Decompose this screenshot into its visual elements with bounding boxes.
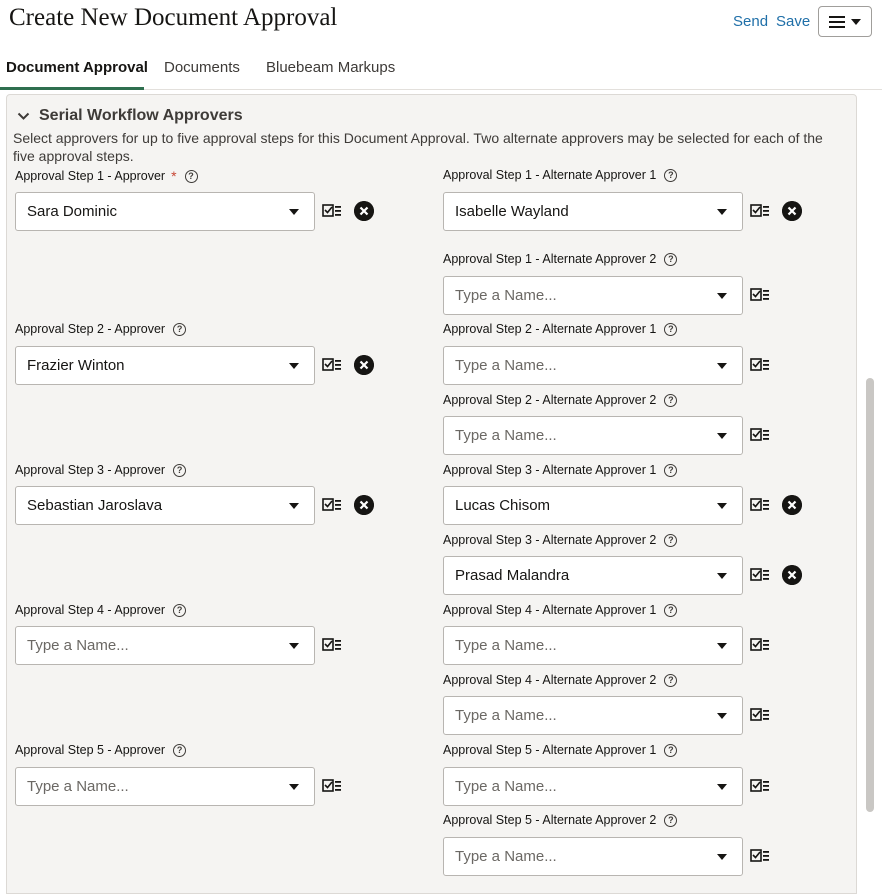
help-icon[interactable]: ? xyxy=(664,323,677,336)
combobox-value: Sara Dominic xyxy=(27,203,118,220)
checklist-icon[interactable] xyxy=(322,357,342,373)
step2-alt2-combobox[interactable] xyxy=(443,416,743,455)
field-label xyxy=(443,168,677,182)
vertical-scrollbar[interactable] xyxy=(866,378,874,812)
checklist-icon[interactable] xyxy=(750,357,770,373)
header-actions xyxy=(733,13,810,30)
step5-approver-combobox[interactable] xyxy=(15,767,315,806)
field-label xyxy=(15,463,186,477)
field-label-text: Approval Step 5 - Alternate Approver 1 xyxy=(443,743,657,757)
help-icon[interactable]: ? xyxy=(664,534,677,547)
checklist-icon[interactable] xyxy=(750,287,770,303)
combobox-placeholder: Type a Name... xyxy=(455,427,557,444)
dropdown-caret-icon[interactable] xyxy=(717,854,727,860)
dropdown-caret-icon[interactable] xyxy=(717,503,727,509)
combobox-placeholder: Type a Name... xyxy=(27,637,129,654)
section-title: Serial Workflow Approvers xyxy=(39,107,243,124)
field-label-text: Approval Step 4 - Approver xyxy=(15,603,166,617)
required-indicator: * xyxy=(171,168,177,184)
section-description: Select approvers for up to five approval steps for this Document Approval. Two alternate approvers may be selected for each of the five approval steps. xyxy=(13,130,823,164)
field-label-text: Approval Step 3 - Approver xyxy=(15,463,166,477)
combobox-value: Frazier Winton xyxy=(27,357,125,374)
help-icon[interactable]: ? xyxy=(173,744,186,757)
field-label-text: Approval Step 3 - Alternate Approver 1 xyxy=(443,463,657,477)
help-icon[interactable]: ? xyxy=(664,394,677,407)
field-label xyxy=(443,322,677,336)
checklist-icon[interactable] xyxy=(750,637,770,653)
field-label-text: Approval Step 1 - Alternate Approver 1 xyxy=(443,168,657,182)
field-label xyxy=(15,322,186,336)
combobox-value: Prasad Malandra xyxy=(455,567,570,584)
step3-alt1-combobox[interactable] xyxy=(443,486,743,525)
field-label xyxy=(443,673,677,687)
checklist-icon[interactable] xyxy=(322,203,342,219)
help-icon[interactable]: ? xyxy=(664,604,677,617)
field-label-text: Approval Step 2 - Alternate Approver 1 xyxy=(443,322,657,336)
help-icon[interactable]: ? xyxy=(664,814,677,827)
checklist-icon[interactable] xyxy=(750,848,770,864)
dropdown-caret-icon[interactable] xyxy=(289,643,299,649)
serial-workflow-panel xyxy=(6,94,857,894)
dropdown-caret-icon[interactable] xyxy=(717,573,727,579)
field-label-text: Approval Step 4 - Alternate Approver 1 xyxy=(443,603,657,617)
dropdown-caret-icon[interactable] xyxy=(289,784,299,790)
combobox-value: Sebastian Jaroslava xyxy=(27,497,163,514)
help-icon[interactable]: ? xyxy=(664,674,677,687)
chevron-down-icon xyxy=(17,112,30,121)
tab-bluebeam-markups[interactable]: Bluebeam Markups xyxy=(266,59,396,76)
page-title: Create New Document Approval xyxy=(9,4,338,31)
field-label-text: Approval Step 1 - Alternate Approver 2 xyxy=(443,252,657,266)
step4-alt1-combobox[interactable] xyxy=(443,626,743,665)
dropdown-caret-icon[interactable] xyxy=(289,503,299,509)
checklist-icon[interactable] xyxy=(750,427,770,443)
step5-alt2-combobox[interactable] xyxy=(443,837,743,876)
actions-menu-button[interactable] xyxy=(818,6,872,37)
step3-alt2-combobox[interactable] xyxy=(443,556,743,595)
combobox-placeholder: Type a Name... xyxy=(27,778,129,795)
clear-icon[interactable] xyxy=(354,355,374,375)
checklist-icon[interactable] xyxy=(322,497,342,513)
step5-alt1-combobox[interactable] xyxy=(443,767,743,806)
dropdown-caret-icon[interactable] xyxy=(717,784,727,790)
field-label-text: Approval Step 3 - Alternate Approver 2 xyxy=(443,533,657,547)
combobox-value: Lucas Chisom xyxy=(455,497,551,514)
combobox-placeholder: Type a Name... xyxy=(455,287,557,304)
step4-alt2-combobox[interactable] xyxy=(443,696,743,735)
clear-icon[interactable] xyxy=(354,201,374,221)
combobox-placeholder: Type a Name... xyxy=(455,357,557,374)
field-label xyxy=(15,743,186,757)
help-icon[interactable]: ? xyxy=(664,169,677,182)
step2-approver-combobox[interactable] xyxy=(15,346,315,385)
field-label-text: Approval Step 2 - Approver xyxy=(15,322,166,336)
field-label xyxy=(443,603,677,617)
checklist-icon[interactable] xyxy=(750,567,770,583)
field-label-text: Approval Step 5 - Alternate Approver 2 xyxy=(443,813,657,827)
field-label-text: Approval Step 4 - Alternate Approver 2 xyxy=(443,673,657,687)
active-tab-indicator xyxy=(0,87,144,90)
dropdown-caret-icon[interactable] xyxy=(717,209,727,215)
step1-alt2-combobox[interactable] xyxy=(443,276,743,315)
dropdown-caret-icon[interactable] xyxy=(289,363,299,369)
help-icon[interactable]: ? xyxy=(173,323,186,336)
checklist-icon[interactable] xyxy=(750,707,770,723)
combobox-placeholder: Type a Name... xyxy=(455,778,557,795)
dropdown-caret-icon[interactable] xyxy=(289,209,299,215)
dropdown-caret-icon[interactable] xyxy=(717,643,727,649)
tab-bar xyxy=(0,52,882,90)
step3-approver-combobox[interactable] xyxy=(15,486,315,525)
field-label xyxy=(15,168,198,184)
checklist-icon[interactable] xyxy=(750,203,770,219)
step2-alt1-combobox[interactable] xyxy=(443,346,743,385)
dropdown-caret-icon[interactable] xyxy=(717,363,727,369)
combobox-value: Isabelle Wayland xyxy=(455,203,569,220)
caret-down-icon xyxy=(851,19,861,25)
field-label xyxy=(443,252,677,266)
section-header[interactable] xyxy=(17,107,243,125)
clear-icon[interactable] xyxy=(782,201,802,221)
save-link[interactable]: Save xyxy=(776,13,811,30)
hamburger-icon xyxy=(829,16,845,28)
checklist-icon[interactable] xyxy=(750,778,770,794)
field-label xyxy=(443,743,677,757)
tab-documents[interactable]: Documents xyxy=(164,59,240,76)
step1-approver-combobox[interactable] xyxy=(15,192,315,231)
step4-approver-combobox[interactable] xyxy=(15,626,315,665)
help-icon[interactable]: ? xyxy=(173,604,186,617)
send-link[interactable]: Send xyxy=(733,13,769,30)
field-label xyxy=(15,603,186,617)
help-icon[interactable]: ? xyxy=(173,464,186,477)
field-label-text: Approval Step 2 - Alternate Approver 2 xyxy=(443,393,657,407)
field-label xyxy=(443,533,677,547)
help-icon[interactable]: ? xyxy=(664,253,677,266)
field-label xyxy=(443,393,677,407)
help-icon[interactable]: ? xyxy=(185,170,198,183)
combobox-placeholder: Type a Name... xyxy=(455,848,557,865)
dropdown-caret-icon[interactable] xyxy=(717,433,727,439)
tab-document-approval[interactable]: Document Approval xyxy=(6,59,148,76)
clear-icon[interactable] xyxy=(782,495,802,515)
checklist-icon[interactable] xyxy=(750,497,770,513)
field-label xyxy=(443,813,677,827)
step1-alt1-combobox[interactable] xyxy=(443,192,743,231)
field-label xyxy=(443,463,677,477)
checklist-icon[interactable] xyxy=(322,637,342,653)
dropdown-caret-icon[interactable] xyxy=(717,713,727,719)
combobox-placeholder: Type a Name... xyxy=(455,707,557,724)
field-label-text: Approval Step 5 - Approver xyxy=(15,743,166,757)
help-icon[interactable]: ? xyxy=(664,464,677,477)
clear-icon[interactable] xyxy=(782,565,802,585)
field-label-text: Approval Step 1 - Approver xyxy=(15,169,166,183)
dropdown-caret-icon[interactable] xyxy=(717,293,727,299)
help-icon[interactable]: ? xyxy=(664,744,677,757)
clear-icon[interactable] xyxy=(354,495,374,515)
combobox-placeholder: Type a Name... xyxy=(455,637,557,654)
checklist-icon[interactable] xyxy=(322,778,342,794)
